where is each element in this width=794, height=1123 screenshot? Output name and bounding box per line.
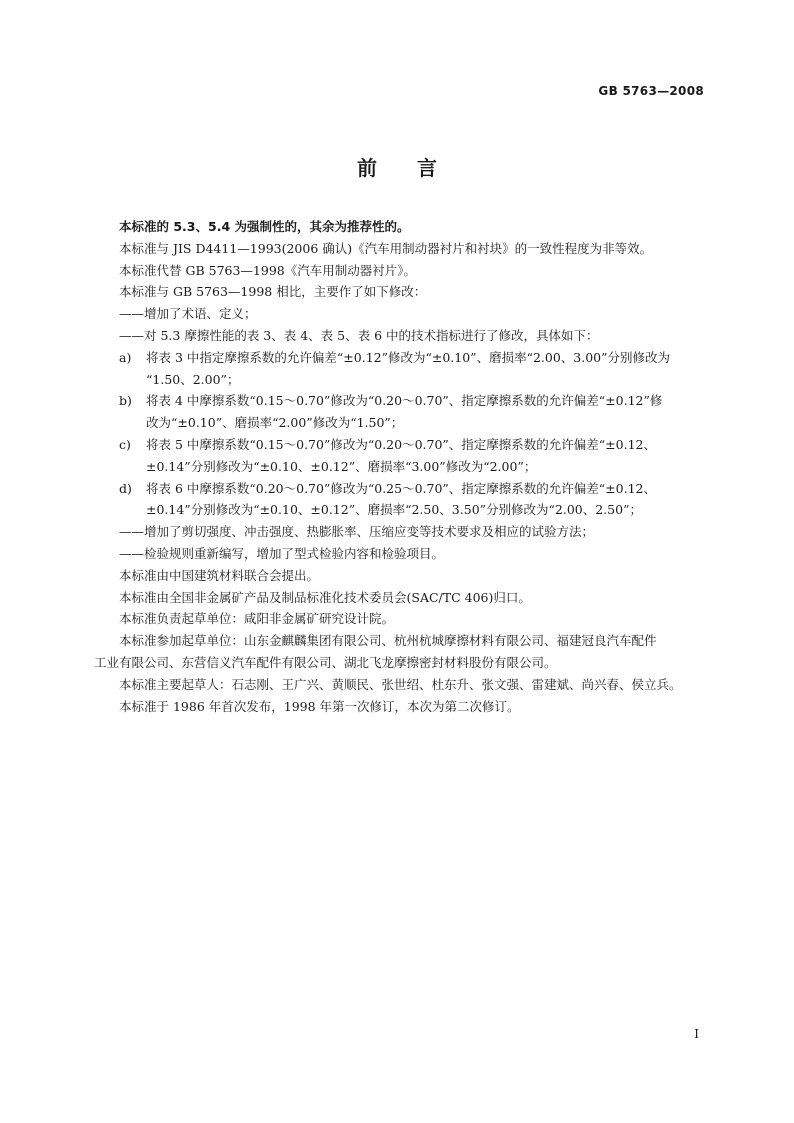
- document-code: GB 5763—2008: [598, 84, 704, 98]
- paragraph-replaces: 本标准代替 GB 5763—1998《汽车用制动器衬片》。: [119, 262, 416, 278]
- paragraph-equivalence: 本标准与 JIS D4411—1993(2006 确认)《汽车用制动器衬片和衬块》的一致性程度为非等效。: [119, 240, 653, 256]
- paragraph-mandatory: 本标准的 5.3、5.4 为强制性的，其余为推荐性的。: [119, 219, 410, 234]
- item-line: 改为“±0.10”、磨损率“2.00”修改为“1.50”；: [146, 415, 404, 431]
- list-item: [119, 390, 709, 434]
- list-item: [119, 347, 709, 391]
- item-line: ±0.14”分别修改为“±0.10、±0.12”、磨损率“3.00”修改为“2.00”；: [146, 458, 537, 474]
- paragraph-drafting-unit: 本标准负责起草单位：咸阳非金属矿研究设计院。: [119, 611, 395, 627]
- item-line: 将表 3 中指定摩擦系数的允许偏差“±0.12”修改为“±0.10”、磨损率“2.00、3.00”分别修改为: [146, 349, 671, 365]
- foreword-body: [94, 216, 709, 717]
- item-line: 将表 4 中摩擦系数“0.15～0.70”修改为“0.20～0.70”、指定摩擦系数的允许偏差“±0.12”修: [146, 393, 663, 409]
- paragraph-participating-units: 本标准参加起草单位：山东金麒麟集团有限公司、杭州杭城摩擦材料有限公司、福建冠良汽车配件: [119, 633, 657, 649]
- item-label: a): [119, 349, 132, 365]
- list-item: [119, 434, 709, 478]
- paragraph-centralized-by: 本标准由全国非金属矿产品及制品标准化技术委员会(SAC/TC 406)归口。: [119, 589, 531, 605]
- item-label: d): [119, 480, 132, 496]
- item-line: “1.50、2.00”；: [146, 371, 240, 387]
- item-line: 将表 5 中摩擦系数“0.15～0.70”修改为“0.20～0.70”、指定摩擦系数的允许偏差“±0.12、: [146, 436, 656, 452]
- paragraph-drafters: 本标准主要起草人：石志刚、王广兴、黄顺民、张世绍、杜东升、张文强、雷建斌、尚兴春、侯立兵。: [119, 676, 682, 692]
- list-item: ——增加了术语、定义；: [119, 306, 257, 322]
- page-number: I: [694, 1027, 699, 1041]
- list-item: ——对 5.3 摩擦性能的表 3、表 4、表 5、表 6 中的技术指标进行了修改，具体如下：: [119, 327, 599, 343]
- item-line: 将表 6 中摩擦系数“0.20～0.70”修改为“0.25～0.70”、指定摩擦系数的允许偏差“±0.12、: [146, 480, 656, 496]
- list-item: ——检验规则重新编写，增加了型式检验内容和检验项目。: [119, 545, 445, 561]
- list-item: ——增加了剪切强度、冲击强度、热膨胀率、压缩应变等技术要求及相应的试验方法；: [119, 524, 595, 540]
- paragraph-history: 本标准于 1986 年首次发布，1998 年第一次修订，本次为第二次修订。: [119, 698, 520, 714]
- item-line: ±0.14”分别修改为“±0.10、±0.12”、磨损率“2.50、3.50”分别修改为“2.00、2.50”；: [146, 502, 642, 518]
- list-item: [119, 478, 709, 522]
- paragraph-changes-intro: 本标准与 GB 5763—1998 相比，主要作了如下修改：: [119, 284, 427, 300]
- item-label: c): [119, 436, 131, 452]
- page-title: 前 言: [357, 156, 437, 180]
- paragraph-participating-units-cont: 工业有限公司、东营信义汽车配件有限公司、湖北飞龙摩擦密封材料股份有限公司。: [94, 654, 557, 670]
- item-label: b): [119, 393, 132, 409]
- paragraph-proposed-by: 本标准由中国建筑材料联合会提出。: [119, 567, 320, 583]
